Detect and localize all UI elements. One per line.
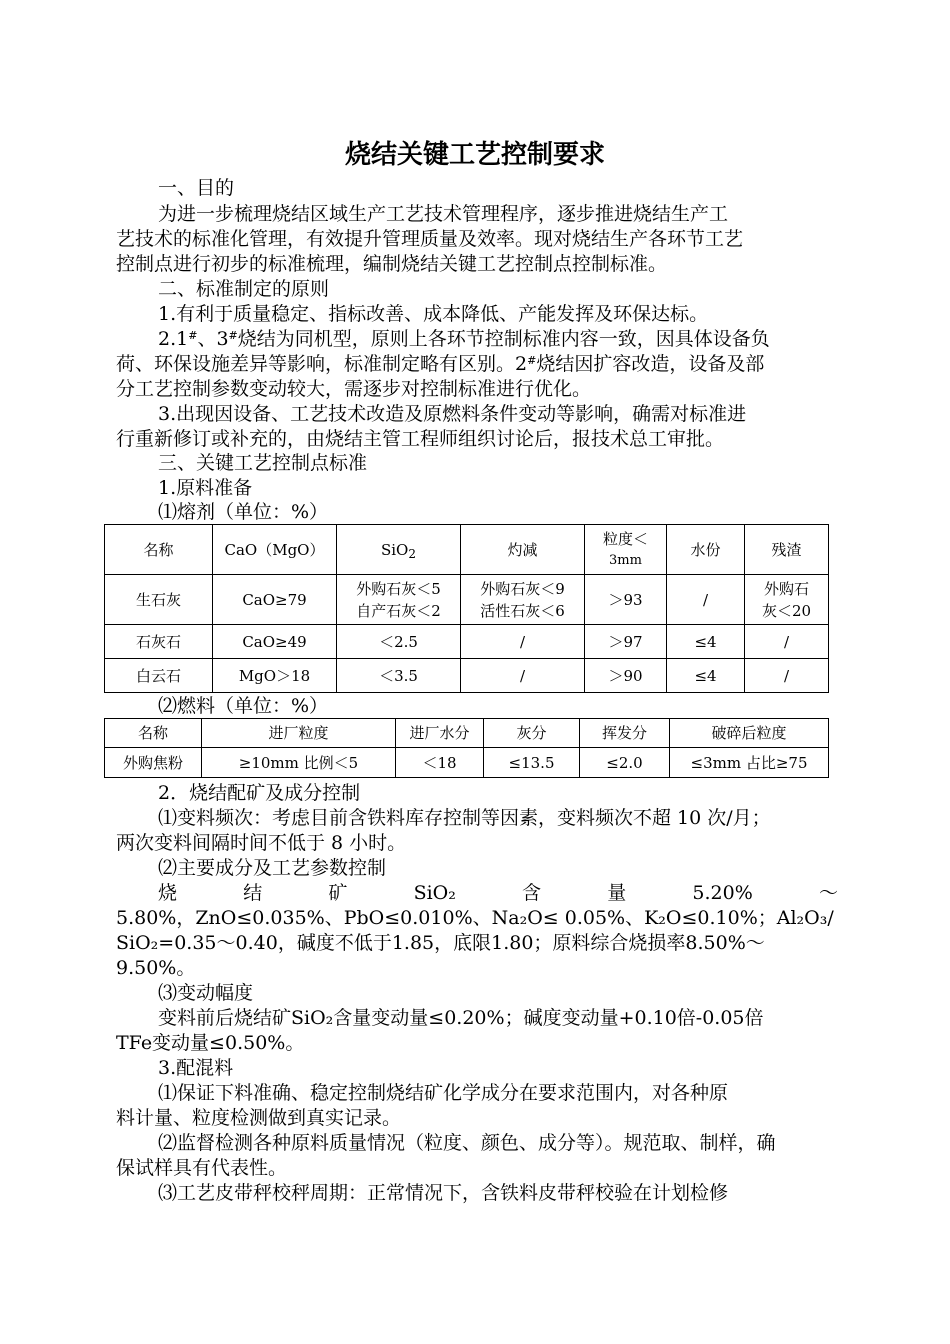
principle-2-line-1: 2.1#、3#烧结为同机型，原则上各环节控制标准内容一致，因具体设备负 [158,328,770,350]
table-cell: ≤2.0 [580,748,670,778]
table-cell: 生石灰 [105,575,213,625]
subsection-mixing: 3.配混料 [158,1057,234,1079]
document-title: 烧结关键工艺控制要求 [344,140,605,170]
table-row [105,748,829,778]
table-header-row [105,719,829,748]
table-cell: 外购石灰＜5 自产石灰＜2 [337,575,461,625]
variation-heading: ⑶变动幅度 [158,982,254,1004]
table-cell: 外购焦粉 [105,748,202,778]
section-heading-standards: 三、关键工艺控制点标准 [158,452,368,474]
table-cell: MgO＞18 [213,659,337,693]
table-header-cell: SiO$_2$ [337,525,461,575]
principle-3-line-2: 行重新修订或补充的，由烧结主管工程师组织讨论后，报技术总工审批。 [116,428,725,450]
mixing-2-line-2: 保试样具有代表性。 [116,1157,288,1179]
table-header-row [105,525,829,575]
variation-line-2: TFe变动量≤0.50%。 [116,1032,305,1054]
mixing-1-line-1: ⑴保证下料准确、稳定控制烧结矿化学成分在要求范围内，对各种原 [158,1082,729,1104]
table-cell: 外购石灰＜9 活性石灰＜6 [461,575,585,625]
table-header-cell: 名称 [105,719,202,748]
table-header-cell: 水份 [667,525,745,575]
principle-3-line-1: 3.出现因设备、工艺技术改造及原燃料条件变动等影响，确需对标准进 [158,403,747,425]
composition-line-1: 烧 结 矿 SiO₂ 含 量 5.20% ～ [158,882,838,904]
table-header-cell: 进厂粒度 [202,719,396,748]
principle-1: 1.有利于质量稳定、指标改善、成本降低、产能发挥及环保达标。 [158,303,709,325]
principle-2-line-3: 分工艺控制参数变动较大，需逐步对控制标准进行优化。 [116,378,592,400]
mixing-3-line-1: ⑶工艺皮带秤校秤周期：正常情况下，含铁料皮带秤校验在计划检修 [158,1182,729,1204]
table-header-cell: CaO（MgO） [213,525,337,575]
change-frequency-line-2: 两次变料间隔时间不低于 8 小时。 [116,832,407,854]
table-cell: / [745,625,829,659]
mixing-2-line-1: ⑵监督检测各种原料质量情况（粒度、颜色、成分等）。规范取、制样，确 [158,1132,776,1154]
purpose-line-3: 控制点进行初步的标准梳理，编制烧结关键工艺控制点控制标准。 [116,253,668,275]
table-cell: ≤13.5 [484,748,580,778]
section-heading-purpose: 一、目的 [158,177,235,199]
table-header-cell: 进厂水分 [396,719,484,748]
change-frequency-line-1: ⑴变料频次：考虑目前含铁料库存控制等因素，变料频次不超 10 次/月； [158,807,771,829]
subsection-ore-blending: 2．烧结配矿及成分控制 [158,782,361,804]
table-row [105,575,829,625]
table-cell: ≤4 [667,659,745,693]
table-cell: CaO≥49 [213,625,337,659]
table-header-cell: 名称 [105,525,213,575]
table-cell: / [667,575,745,625]
flux-table [104,524,829,693]
table-row [105,625,829,659]
composition-line-4: 9.50%。 [116,957,196,979]
principle-2-line-2: 荷、环保设施差异等影响，标准制定略有区别。2#烧结因扩容改造，设备及部 [116,353,765,375]
composition-line-3: SiO₂=0.35～0.40，碱度不低于1.85，底限1.80；原料综合烧损率8.50%～ [116,932,765,954]
table-header-cell: 灰分 [484,719,580,748]
table-header-cell: 灼减 [461,525,585,575]
table-row [105,659,829,693]
section-heading-principles: 二、标准制定的原则 [158,278,330,300]
flux-caption: ⑴熔剂（单位：%） [158,501,329,523]
table-cell: ＞97 [585,625,667,659]
table-cell: ＞93 [585,575,667,625]
composition-line-2: 5.80%，ZnO≤0.035%、PbO≤0.010%、Na₂O≤ 0.05%、K₂O≤0.10%；Al₂O₃/ [116,907,834,929]
composition-heading: ⑵主要成分及工艺参数控制 [158,857,387,879]
purpose-line-2: 艺技术的标准化管理，有效提升管理质量及效率。现对烧结生产各环节工艺 [116,228,744,250]
table-cell: ＞90 [585,659,667,693]
variation-line-1: 变料前后烧结矿SiO₂含量变动量≤0.20%；碱度变动量+0.10倍-0.05倍 [158,1007,764,1029]
table-header-cell: 破碎后粒度 [670,719,829,748]
table-cell: ＜3.5 [337,659,461,693]
table-header-cell: 挥发分 [580,719,670,748]
table-cell: ＜18 [396,748,484,778]
mixing-1-line-2: 料计量、粒度检测做到真实记录。 [116,1107,402,1129]
table-cell: / [461,659,585,693]
table-header-cell: 残渣 [745,525,829,575]
fuel-table [104,718,829,778]
fuel-caption: ⑵燃料（单位：%） [158,695,329,717]
table-header-cell: 粒度＜ 3mm [585,525,667,575]
subsection-raw-materials: 1.原料准备 [158,477,253,499]
table-cell: CaO≥79 [213,575,337,625]
table-cell: / [461,625,585,659]
table-cell: ＜2.5 [337,625,461,659]
table-cell: ≤4 [667,625,745,659]
table-cell: ≤3mm 占比≥75 [670,748,829,778]
table-cell: 白云石 [105,659,213,693]
purpose-line-1: 为进一步梳理烧结区域生产工艺技术管理程序，逐步推进烧结生产工 [158,203,729,225]
table-cell: 外购石 灰＜20 [745,575,829,625]
table-cell: 石灰石 [105,625,213,659]
table-cell: ≥10mm 比例＜5 [202,748,396,778]
table-cell: / [745,659,829,693]
